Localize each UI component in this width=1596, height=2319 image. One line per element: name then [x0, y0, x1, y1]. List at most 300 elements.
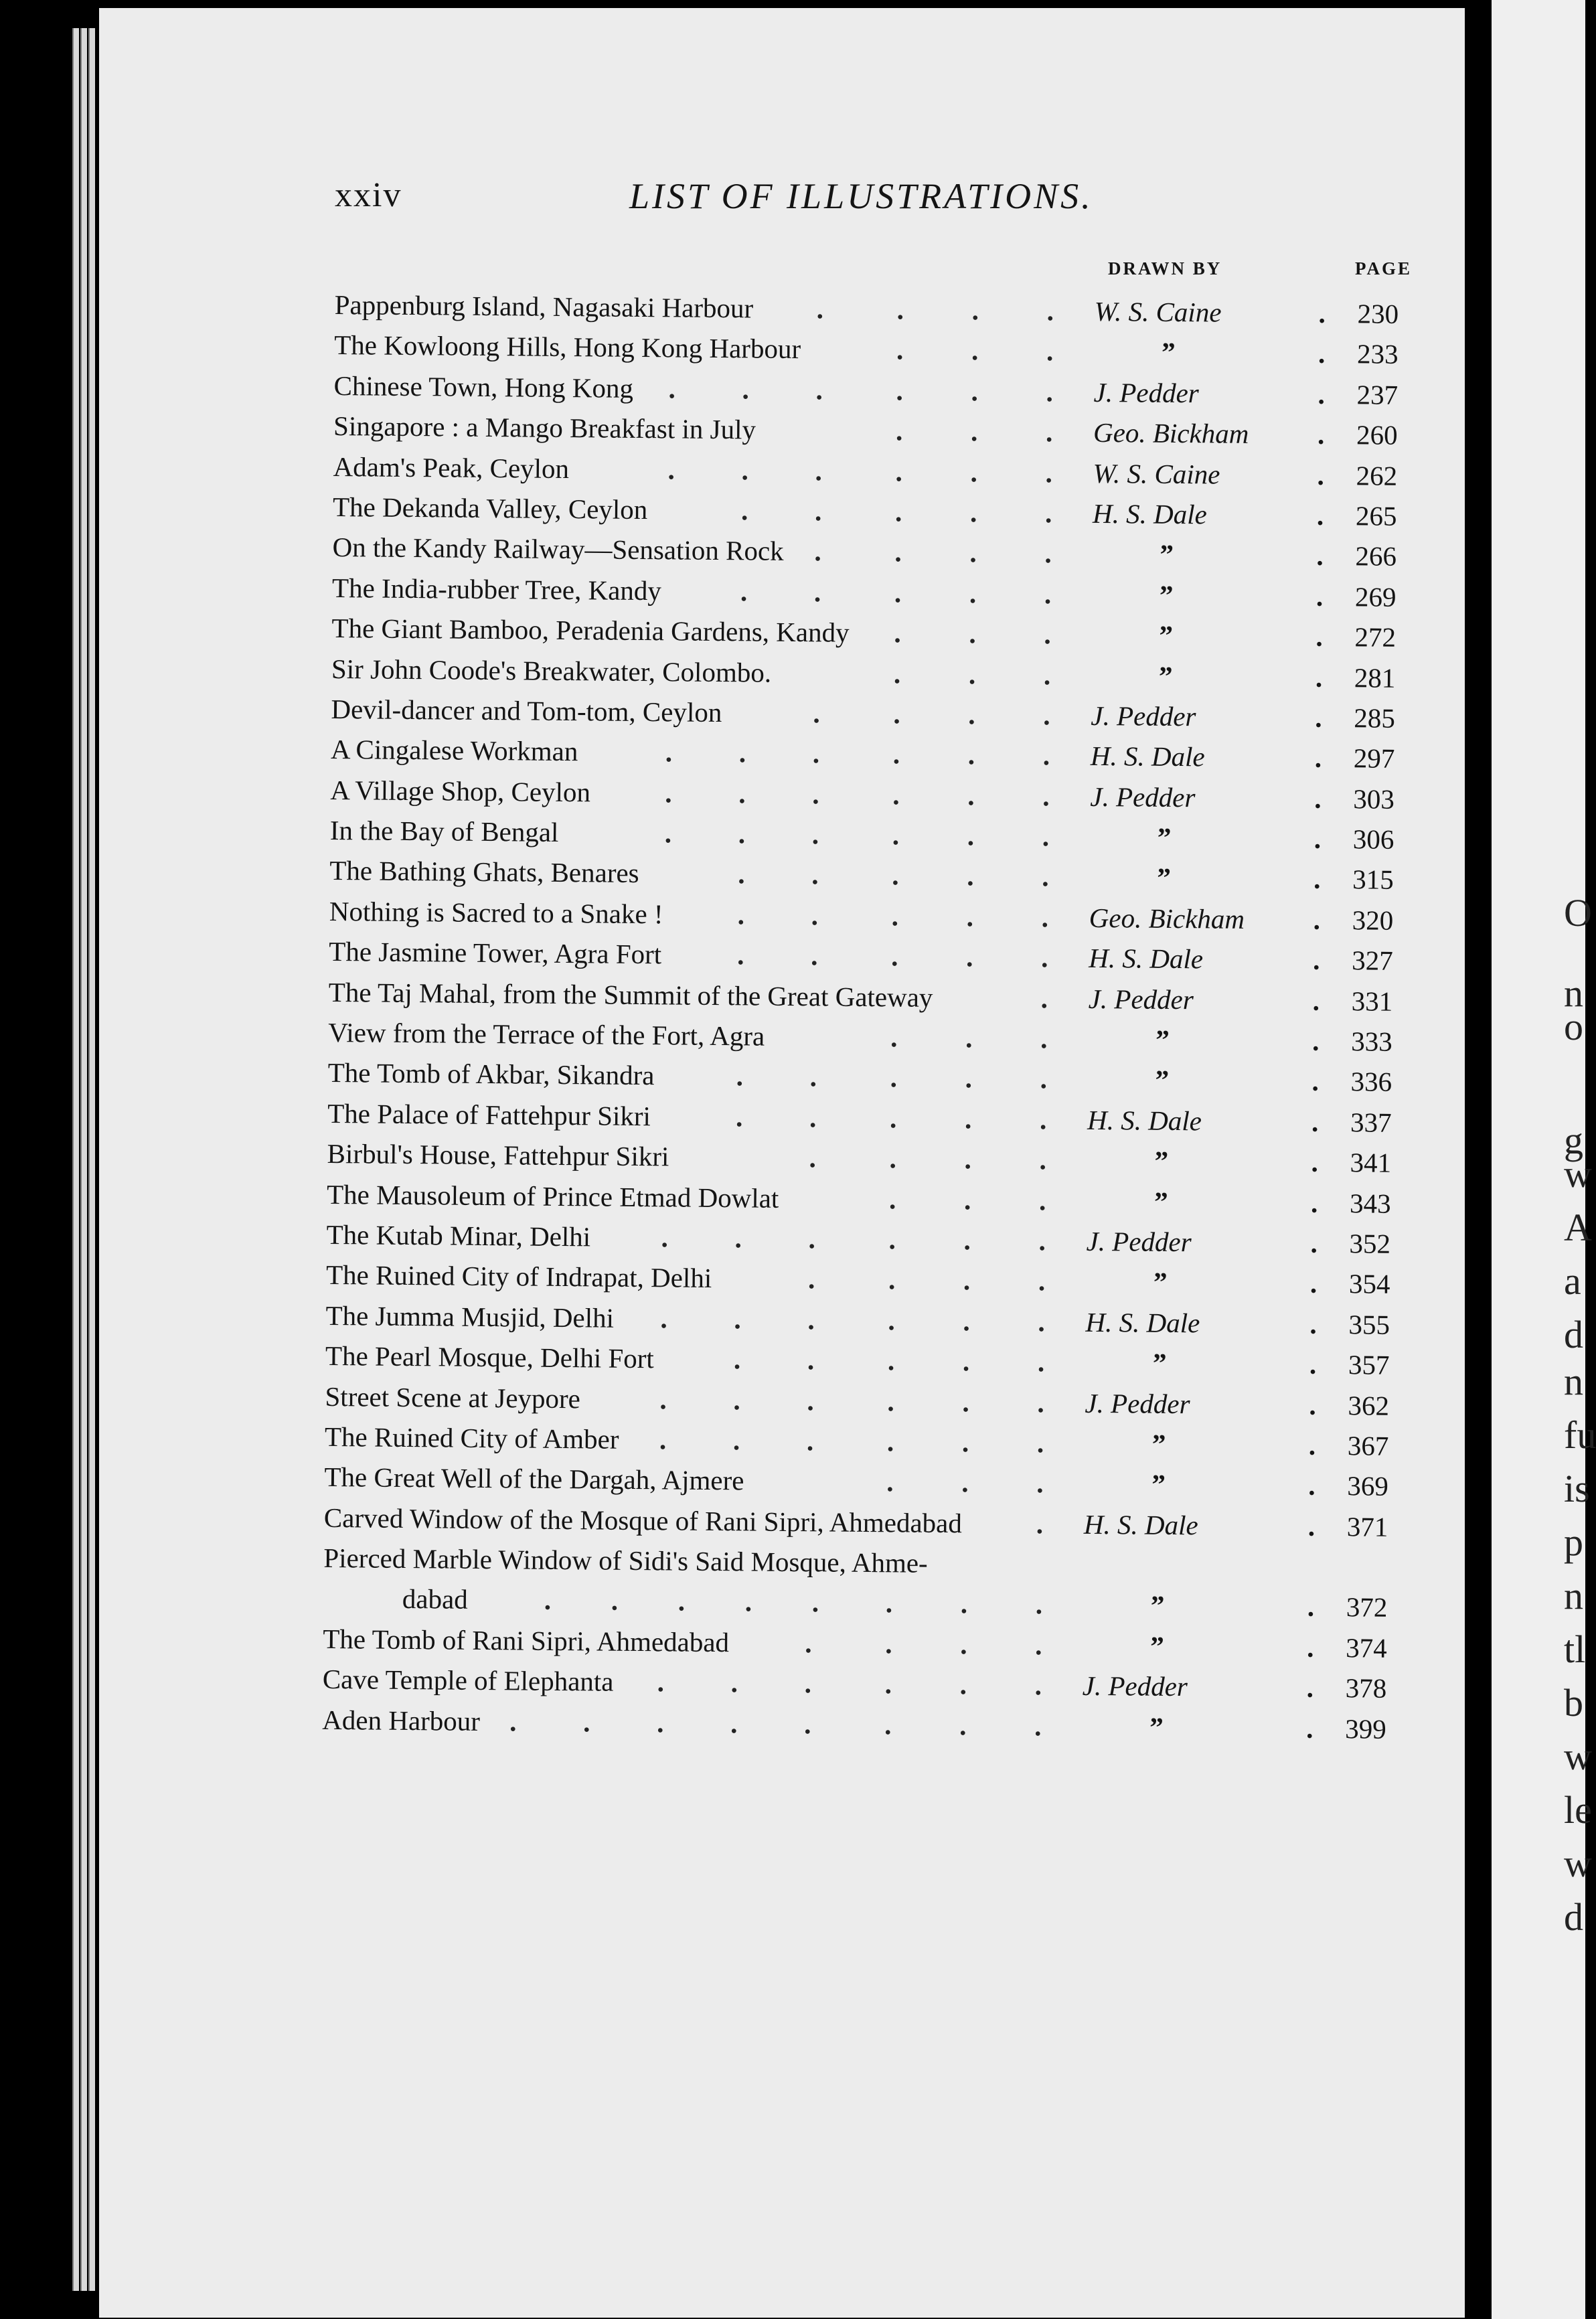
artist-name: J. Pedder: [1086, 1225, 1192, 1258]
leader-dot: .: [735, 1101, 743, 1133]
leader-dot: .: [1314, 783, 1322, 814]
leader-dot: .: [966, 941, 973, 973]
leader-dot: .: [896, 334, 904, 366]
leader-dot: .: [738, 818, 746, 850]
leader-dot: .: [971, 335, 979, 366]
leader-dot: .: [893, 657, 901, 689]
leader-dot: .: [730, 1707, 738, 1739]
page-ref: 266: [1355, 540, 1397, 572]
leader-dot: .: [659, 1424, 667, 1455]
leader-dot: .: [809, 1142, 817, 1174]
page-ref: 337: [1350, 1107, 1392, 1138]
artist-ditto: ”: [1160, 539, 1174, 570]
leader-dot: .: [884, 1668, 892, 1700]
leader-dot: .: [1034, 1670, 1042, 1701]
entry-title: Birbul's House, Fattehpur Sikri: [327, 1138, 669, 1172]
leader-dot: .: [738, 777, 746, 809]
leader-dot: .: [733, 1344, 741, 1375]
entry-title: View from the Terrace of the Fort, Agra: [328, 1016, 765, 1052]
leader-dot: .: [1038, 1305, 1045, 1338]
artist-ditto: ”: [1157, 821, 1172, 854]
leader-dot: .: [892, 738, 900, 770]
leader-dot: .: [1316, 499, 1324, 531]
leader-dot: .: [888, 1305, 895, 1336]
leader-dot: .: [885, 1587, 893, 1619]
right-page-text-fragment: d: [1564, 1895, 1583, 1939]
leader-dot: .: [738, 858, 745, 890]
right-page-text-fragment: n: [1564, 971, 1583, 1015]
leader-dot: .: [804, 1708, 811, 1739]
entry-title: The Jasmine Tower, Agra Fort: [329, 936, 662, 970]
leader-dot: .: [1038, 1184, 1046, 1216]
artist-ditto: ”: [1158, 660, 1173, 692]
leader-dot: .: [970, 416, 978, 447]
artist-ditto: ”: [1152, 1347, 1167, 1379]
leader-dot: .: [583, 1706, 590, 1738]
column-header-drawn-by: DRAWN BY: [1108, 258, 1222, 278]
entry-title: Cave Temple of Elephanta: [322, 1664, 614, 1698]
leader-dot: .: [970, 456, 978, 487]
leader-dot: .: [1040, 1023, 1048, 1054]
entry-title: The Ruined City of Amber: [324, 1421, 619, 1455]
leader-dot: .: [737, 939, 744, 971]
leader-dot: .: [1313, 945, 1320, 976]
page-ref: 333: [1350, 1026, 1392, 1057]
leader-dot: .: [888, 1224, 896, 1255]
artist-name: J. Pedder: [1088, 983, 1194, 1015]
leader-dot: .: [1046, 295, 1054, 327]
artist-ditto: ”: [1155, 1024, 1170, 1055]
page-edge: [72, 28, 79, 2291]
leader-dot: .: [813, 576, 821, 608]
page-ref: 297: [1353, 742, 1395, 775]
page-ref: 269: [1354, 581, 1396, 613]
artist-name: H. S. Dale: [1090, 740, 1205, 773]
entry-title: The Taj Mahal, from the Summit of the Great Gateway: [328, 976, 933, 1013]
page-ref: 378: [1345, 1672, 1387, 1704]
page-ref: 303: [1353, 783, 1395, 815]
leader-dot: .: [1310, 1227, 1318, 1259]
page-ref: 272: [1354, 621, 1396, 653]
leader-dot: .: [967, 779, 975, 811]
leader-dot: .: [1309, 1268, 1318, 1299]
leader-dot: .: [1038, 1225, 1046, 1257]
artist-name: H. S. Dale: [1087, 1104, 1202, 1137]
leader-dot: .: [807, 1384, 814, 1416]
running-head: LIST OF ILLUSTRATIONS.: [629, 176, 1093, 216]
page-ref: 285: [1354, 702, 1396, 734]
leader-dot: .: [1044, 578, 1052, 610]
leader-dot: .: [1308, 1429, 1316, 1461]
leader-dot: .: [969, 578, 977, 609]
leader-dot: .: [960, 1629, 967, 1660]
entry-title: Pappenburg Island, Nagasaki Harbour: [334, 289, 754, 324]
leader-dot: .: [1044, 538, 1052, 569]
leader-dot: .: [1046, 335, 1054, 367]
leader-dot: .: [891, 900, 899, 932]
leader-dot: .: [1309, 1348, 1317, 1380]
leader-dot: .: [965, 1062, 973, 1094]
leader-dot: .: [664, 817, 672, 849]
leader-dot: .: [814, 495, 822, 527]
leader-dot: .: [1037, 1386, 1044, 1418]
leader-dot: .: [1311, 1066, 1320, 1097]
leader-dot: .: [1309, 1389, 1316, 1421]
leader-dot: .: [657, 1706, 664, 1739]
leader-dot: .: [816, 293, 824, 325]
leader-dot: .: [891, 941, 898, 972]
leader-dot: .: [969, 537, 977, 568]
leader-dot: .: [1311, 1146, 1319, 1178]
page-ref: 343: [1349, 1187, 1391, 1219]
leader-dot: .: [961, 1427, 969, 1458]
leader-dot: .: [1317, 459, 1325, 491]
leader-dot: .: [1040, 1063, 1048, 1095]
entry-title: The Kutab Minar, Delhi: [326, 1218, 591, 1253]
leader-dot: .: [1044, 619, 1051, 650]
leader-dot: .: [1040, 982, 1048, 1014]
leader-dot: .: [741, 454, 749, 485]
leader-dot: .: [892, 860, 899, 891]
leader-dot: .: [1313, 864, 1321, 895]
leader-dot: .: [815, 374, 823, 406]
leader-dot: .: [894, 496, 902, 528]
leader-dot: .: [1306, 1672, 1314, 1704]
leader-dot: .: [963, 1305, 970, 1337]
leader-dot: .: [730, 1667, 738, 1698]
leader-dot: .: [806, 1425, 814, 1457]
leader-dot: .: [744, 1586, 752, 1617]
entry-title: Sir John Coode's Breakwater, Colombo.: [331, 653, 772, 688]
entry-title: The Pearl Mosque, Delhi Fort: [325, 1340, 654, 1374]
right-page-text-fragment: a: [1564, 1259, 1581, 1303]
leader-dot: .: [1046, 376, 1054, 408]
leader-dot: .: [964, 1143, 972, 1175]
leader-dot: .: [959, 1669, 967, 1700]
entry-title: On the Kandy Railway—Sensation Rock: [332, 532, 784, 567]
leader-dot: .: [738, 737, 746, 769]
leader-dot: .: [812, 778, 819, 810]
leader-dot: .: [734, 1303, 741, 1335]
artist-ditto: ”: [1151, 1428, 1166, 1459]
leader-dot: .: [1037, 1346, 1045, 1378]
leader-dot: .: [809, 1102, 817, 1133]
leader-dot: .: [1042, 740, 1050, 771]
page-ref: 237: [1356, 379, 1399, 410]
page-ref: 233: [1356, 338, 1399, 370]
book-page-right-fragment: [1492, 0, 1596, 2319]
leader-dot: .: [1315, 580, 1324, 612]
page-edge: [80, 28, 87, 2291]
leader-dot: .: [888, 1183, 896, 1214]
leader-dot: .: [1042, 861, 1049, 892]
page-ref: 399: [1345, 1712, 1386, 1745]
artist-ditto: ”: [1161, 337, 1176, 368]
leader-dot: .: [812, 738, 820, 769]
page-ref: 281: [1354, 661, 1396, 694]
leader-dot: .: [894, 617, 901, 649]
entry-title: The Tomb of Akbar, Sikandra: [327, 1057, 655, 1091]
entry-title: Devil-dancer and Tom-tom, Ceylon: [331, 693, 722, 728]
leader-dot: .: [886, 1426, 894, 1457]
column-header-page: PAGE: [1355, 258, 1412, 278]
leader-dot: .: [1307, 1591, 1315, 1622]
right-page-text-fragment: fu: [1564, 1413, 1596, 1457]
right-page-text-fragment: tl: [1564, 1627, 1586, 1671]
leader-dot: .: [811, 900, 819, 931]
leader-dot: .: [887, 1385, 894, 1417]
artist-ditto: ”: [1159, 619, 1174, 651]
page-ref: 331: [1351, 985, 1393, 1017]
page-ref: 230: [1357, 298, 1399, 329]
leader-dot: .: [1312, 985, 1320, 1016]
page-ref: 371: [1346, 1510, 1388, 1542]
leader-dot: .: [1315, 621, 1323, 653]
leader-dot: .: [1043, 700, 1050, 731]
leader-dot: .: [814, 536, 821, 567]
artist-ditto: ”: [1150, 1630, 1164, 1662]
page-ref: 372: [1346, 1591, 1388, 1623]
entry-title: Chinese Town, Hong Kong: [333, 370, 634, 404]
entry-title: Singapore : a Mango Breakfast in July: [333, 410, 756, 445]
page-ref: 354: [1348, 1268, 1390, 1300]
leader-dot: .: [661, 1222, 669, 1253]
leader-dot: .: [1315, 661, 1323, 693]
page-ref: 362: [1348, 1389, 1390, 1421]
leader-dot: .: [971, 295, 979, 326]
leader-dot: .: [659, 1383, 667, 1415]
artist-name: H. S. Dale: [1085, 1306, 1200, 1339]
entry-title: Nothing is Sacred to a Snake !: [329, 895, 663, 930]
entry-title: The Jumma Musjid, Delhi: [325, 1299, 615, 1334]
leader-dot: .: [807, 1303, 815, 1336]
right-page-text-fragment: le: [1564, 1788, 1592, 1832]
entry-title: Adam's Peak, Ceylon: [333, 451, 570, 484]
artist-name: J. Pedder: [1090, 781, 1196, 813]
leader-dot: .: [1036, 1508, 1044, 1540]
leader-dot: .: [960, 1588, 968, 1619]
leader-dot: .: [961, 1467, 969, 1498]
leader-dot: .: [665, 777, 672, 809]
page-edge: [88, 28, 95, 2291]
artist-name: J. Pedder: [1085, 1387, 1190, 1419]
leader-dot: .: [1044, 497, 1052, 529]
artist-ditto: ”: [1150, 1589, 1165, 1621]
right-page-text-fragment: w: [1564, 1152, 1592, 1196]
leader-dot: .: [811, 1587, 819, 1618]
leader-dot: .: [890, 1022, 898, 1053]
leader-dot: .: [1035, 1629, 1042, 1661]
page-ref: 306: [1352, 823, 1394, 855]
entry-title: A Cingalese Workman: [330, 734, 578, 767]
leader-dot: .: [1045, 457, 1053, 488]
leader-dot: .: [1313, 904, 1321, 935]
leader-dot: .: [964, 1103, 972, 1135]
right-page-text-fragment: o: [1564, 1005, 1583, 1048]
artist-ditto: ”: [1159, 579, 1174, 611]
leader-dot: .: [811, 819, 819, 850]
leader-dot: .: [1042, 821, 1050, 852]
entry-title: The Bathing Ghats, Benares: [329, 855, 639, 889]
entry-title: The Tomb of Rani Sipri, Ahmedabad: [323, 1623, 730, 1658]
artist-ditto: ”: [1154, 1145, 1169, 1177]
leader-dot: .: [1317, 418, 1325, 451]
leader-dot: .: [894, 536, 902, 568]
leader-dot: .: [967, 739, 975, 771]
leader-dot: .: [1038, 1265, 1046, 1297]
right-page-text-fragment: w: [1564, 1842, 1592, 1885]
leader-dot: .: [740, 576, 748, 607]
list-entry: [323, 1538, 1422, 1628]
page-ref: 367: [1347, 1430, 1389, 1461]
leader-dot: .: [1035, 1589, 1043, 1620]
artist-name: J. Pedder: [1082, 1670, 1188, 1702]
right-page-text-fragment: A: [1564, 1206, 1592, 1249]
entry-title-continued: dabad: [402, 1583, 468, 1615]
right-page-text-fragment: n: [1564, 1360, 1583, 1403]
artist-name: J. Pedder: [1091, 700, 1196, 732]
page-ref: 336: [1350, 1066, 1392, 1098]
entry-title: The Dekanda Valley, Ceylon: [332, 491, 648, 526]
artist-ditto: ”: [1149, 1711, 1164, 1743]
leader-dot: .: [1043, 659, 1051, 690]
artist-ditto: ”: [1153, 1267, 1168, 1298]
leader-dot: .: [886, 1466, 894, 1498]
page-ref: 341: [1350, 1147, 1392, 1179]
leader-dot: .: [544, 1584, 552, 1616]
leader-dot: .: [895, 415, 903, 447]
artist-name: W. S. Caine: [1093, 457, 1220, 490]
leader-dot: .: [1315, 702, 1322, 733]
leader-dot: .: [968, 699, 975, 730]
page-ref: 262: [1356, 459, 1398, 491]
artist-ditto: ”: [1151, 1469, 1166, 1500]
leader-dot: .: [677, 1585, 686, 1617]
leader-dot: .: [668, 373, 676, 404]
page-ref: 357: [1348, 1349, 1390, 1380]
leader-dot: .: [892, 779, 900, 811]
leader-dot: .: [1039, 1144, 1047, 1176]
leader-dot: .: [967, 820, 975, 852]
leader-dot: .: [815, 455, 823, 486]
right-page-text-fragment: p: [1564, 1520, 1583, 1564]
leader-dot: .: [813, 698, 820, 729]
page-ref: 320: [1352, 904, 1394, 936]
leader-dot: .: [892, 819, 900, 851]
leader-dot: .: [1314, 742, 1322, 774]
leader-dot: .: [1036, 1427, 1044, 1459]
right-page-text-fragment: d: [1564, 1313, 1583, 1356]
leader-dot: .: [965, 1022, 973, 1054]
leader-dot: .: [660, 1303, 667, 1334]
artist-name: H. S. Dale: [1089, 943, 1204, 975]
artist-name: W. S. Caine: [1094, 295, 1222, 328]
artist-name: Geo. Bickham: [1089, 902, 1245, 935]
entry-title: The Mausoleum of Prince Etmad Dowlat: [326, 1178, 779, 1214]
leader-dot: .: [733, 1384, 740, 1415]
leader-dot: .: [1306, 1712, 1313, 1744]
leader-dot: .: [1316, 540, 1324, 572]
leader-dot: .: [740, 495, 748, 526]
page-number: xxiv: [335, 176, 402, 214]
right-page-text-fragment: b: [1564, 1681, 1583, 1725]
leader-dot: .: [889, 1103, 897, 1134]
leader-dot: .: [742, 374, 750, 405]
leader-dot: .: [963, 1265, 971, 1296]
leader-dot: .: [1042, 780, 1050, 812]
leader-dot: .: [732, 1425, 740, 1456]
leader-dot: .: [811, 940, 818, 971]
leader-dot: .: [1311, 1106, 1319, 1137]
leader-dot: .: [509, 1706, 517, 1737]
leader-dot: .: [807, 1344, 815, 1376]
entry-title: In the Bay of Bengal: [329, 815, 559, 848]
entry-title: Pierced Marble Window of Sidi's Said Mosque, Ahme-: [323, 1542, 928, 1579]
entry-title: The Ruined City of Indrapat, Delhi: [325, 1259, 712, 1294]
leader-dot: .: [887, 1345, 895, 1376]
leader-dot: .: [734, 1222, 742, 1254]
right-page-text-fragment: O: [1564, 891, 1592, 935]
entry-title: The Giant Bamboo, Peradenia Gardens, Kandy: [331, 613, 850, 648]
entry-title: Carved Window of the Mosque of Rani Sipri, Ahmedabad: [323, 1502, 963, 1538]
entry-title: The Palace of Fattehpur Sikri: [327, 1097, 651, 1131]
artist-ditto: ”: [1155, 1064, 1170, 1096]
leader-dot: .: [969, 497, 977, 528]
leader-dot: .: [1311, 1025, 1320, 1056]
entry-title: The Kowloong Hills, Hong Kong Harbour: [334, 329, 801, 365]
leader-dot: .: [809, 1061, 817, 1093]
leader-dot: .: [1318, 338, 1326, 370]
leader-dot: .: [959, 1709, 967, 1741]
page-ref: 374: [1346, 1632, 1387, 1664]
leader-dot: .: [804, 1668, 812, 1699]
leader-dot: .: [811, 859, 819, 890]
leader-dot: .: [808, 1223, 816, 1255]
leader-dot: .: [1318, 297, 1326, 329]
page-ref: 355: [1348, 1309, 1390, 1340]
leader-dot: .: [895, 455, 903, 487]
leader-dot: .: [1041, 942, 1048, 973]
artist-name: H. S. Dale: [1083, 1508, 1198, 1541]
leader-dot: .: [963, 1184, 971, 1215]
leader-dot: .: [888, 1264, 896, 1295]
page-ref: 265: [1355, 500, 1397, 532]
page-ref: 327: [1352, 945, 1393, 977]
artist-name: Geo. Bickham: [1093, 417, 1249, 450]
leader-dot: .: [968, 658, 976, 690]
artist-ditto: ”: [1153, 1186, 1168, 1217]
entry-title: A Village Shop, Ceylon: [330, 774, 591, 808]
entry-title: Street Scene at Jeypore: [325, 1380, 581, 1414]
leader-dot: .: [894, 577, 902, 609]
right-page-text-fragment: n: [1564, 1574, 1583, 1617]
leader-dot: .: [1307, 1631, 1314, 1663]
leader-dot: .: [1310, 1187, 1318, 1218]
right-page-text-fragment: is: [1564, 1467, 1590, 1510]
entry-title: The India-rubber Tree, Kandy: [331, 572, 662, 607]
leader-dot: .: [885, 1628, 892, 1660]
leader-dot: .: [893, 698, 900, 730]
leader-dot: .: [1045, 416, 1053, 448]
leader-dot: .: [963, 1224, 971, 1256]
page-ref: 260: [1356, 419, 1398, 451]
leader-dot: .: [969, 618, 976, 649]
leader-dot: .: [1308, 1470, 1315, 1502]
entry-title: Aden Harbour: [322, 1704, 481, 1737]
leader-dot: .: [890, 1062, 898, 1093]
leader-dot: .: [889, 1143, 897, 1174]
page-ref: 369: [1347, 1470, 1389, 1502]
